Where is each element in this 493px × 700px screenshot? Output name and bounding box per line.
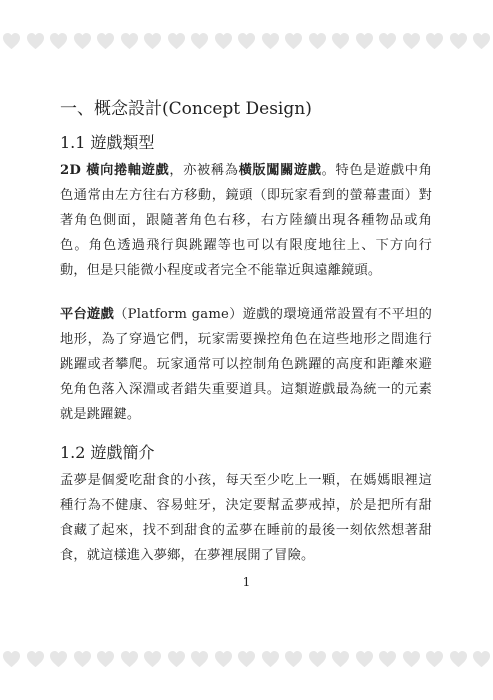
heart-icon (449, 32, 468, 51)
heart-icon (378, 650, 397, 669)
subsection-heading-intro: 1.2 遊戲簡介 (60, 443, 155, 462)
heart-icon (261, 650, 280, 669)
heart-icon (402, 32, 421, 51)
heart-icon (143, 32, 162, 51)
heart-icon (308, 32, 327, 51)
heart-icon (237, 32, 256, 51)
bottom-heart-border (0, 648, 493, 670)
heart-icon (237, 650, 256, 669)
paragraph-intro: 孟夢是個愛吃甜食的小孩，每天至少吃上一顆，在媽媽眼裡這種行為不健康、容易蛀牙，決定要幫孟夢戒掉，於是把所有甜食藏了起來，找不到甜食的孟夢在睡前的最後一刻依然想著甜食，就這樣進入夢鄉，在夢裡展開了冒險。 (60, 473, 432, 563)
section-title: 一、概念設計(Concept Design) (60, 99, 312, 119)
heart-icon (472, 32, 491, 51)
heart-icon (355, 32, 374, 51)
heart-icon (284, 650, 303, 669)
heart-icon (26, 32, 45, 51)
heart-icon (26, 650, 45, 669)
document-body (60, 98, 432, 568)
heart-icon (378, 32, 397, 51)
heart-icon (308, 650, 327, 669)
paragraph-text: ，亦被稱為 (169, 163, 239, 178)
heart-icon (49, 650, 68, 669)
paragraph-text: （Platform game）遊戲的環境通常設置有不平坦的地形，為了穿過它們，玩家需要操控角色在這些地形之間進行跳躍或者攀爬。玩家通常可以控制角色跳躍的高度和距離來避免角色落入深淵或者錯失重要道具。這類遊戲最為統一的元素就是跳躍鍵。 (60, 307, 432, 422)
heart-icon (214, 32, 233, 51)
heart-icon (143, 650, 162, 669)
heart-icon (261, 32, 280, 51)
heart-icon (331, 650, 350, 669)
heart-icon (96, 650, 115, 669)
bold-term-stage-game: 橫版闖關遊戲 (238, 163, 322, 178)
heart-icon (214, 650, 233, 669)
bold-term-platform-game: 平台遊戲 (60, 307, 115, 322)
heart-icon (402, 650, 421, 669)
heart-icon (2, 650, 21, 669)
heart-icon (190, 32, 209, 51)
heart-icon (355, 650, 374, 669)
top-heart-border (0, 30, 493, 52)
heart-icon (472, 650, 491, 669)
heart-icon (331, 32, 350, 51)
subsection-heading-types: 1.1 遊戲類型 (60, 133, 155, 152)
heart-icon (425, 650, 444, 669)
heart-icon (2, 32, 21, 51)
heart-icon (73, 650, 92, 669)
paragraph-side-scroller (60, 158, 432, 283)
heart-icon (120, 650, 139, 669)
heart-icon (449, 650, 468, 669)
heart-icon (96, 32, 115, 51)
heart-icon (120, 32, 139, 51)
paragraph-platform-game (60, 302, 432, 427)
bold-term-side-scroller: 2D 橫向捲軸遊戲 (60, 163, 170, 178)
page-number: 1 (242, 575, 251, 589)
heart-icon (167, 32, 186, 51)
heart-icon (284, 32, 303, 51)
heart-icon (73, 32, 92, 51)
heart-icon (190, 650, 209, 669)
heart-icon (425, 32, 444, 51)
heart-icon (49, 32, 68, 51)
heart-icon (167, 650, 186, 669)
paragraph-text: 。特色是遊戲中角色通常由左方往右方移動，鏡頭（即玩家看到的螢幕畫面）對著角色側面，跟隨著角色右移，右方陸續出現各種物品或角色。角色透過飛行與跳躍等也可以有限度地往上、下方向行動，但是只能微小程度或者完全不能靠近與遠離鏡頭。 (60, 163, 432, 278)
